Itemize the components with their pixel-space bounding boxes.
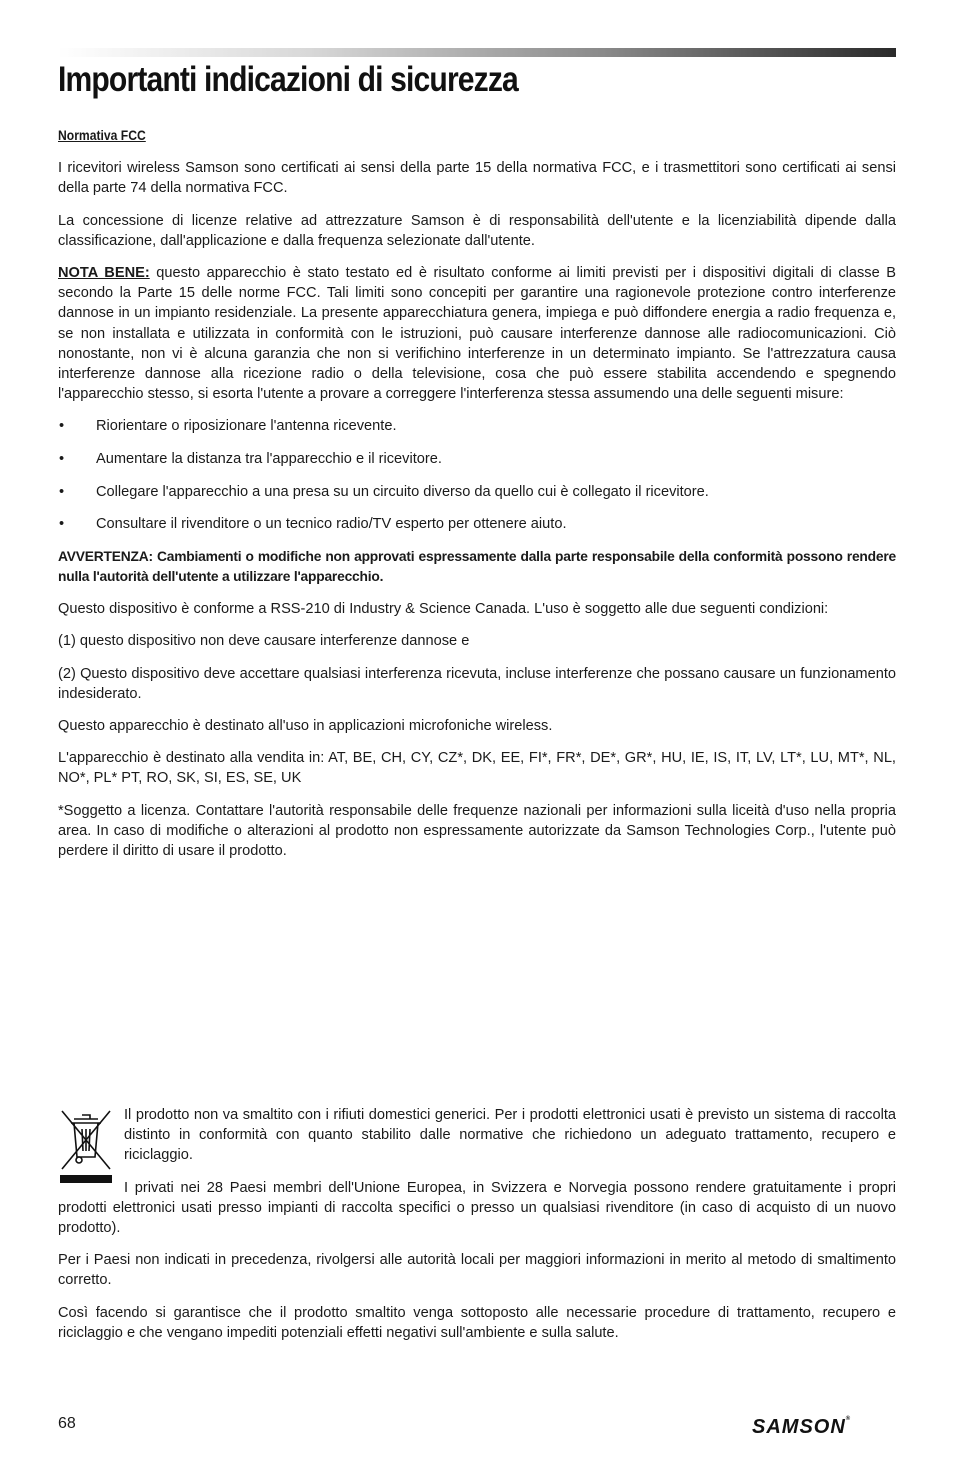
fcc-section <box>58 126 896 873</box>
measures-list <box>58 416 896 534</box>
paragraph-nota-bene <box>58 263 896 404</box>
crossed-out-wheelie-bin-icon <box>58 1107 114 1185</box>
paragraph-rss: Questo dispositivo è conforme a RSS-210 di Industry & Science Canada. L'uso è soggetto alle due seguenti condizioni: <box>58 601 829 618</box>
paragraph-licensing: La concessione di licenze relative ad attrezzature Samson è di responsabilità dell'utente e la licenziabilità dipende dalla classificazione, dall'applicazione e dalla frequenza selezionate dall'utente. <box>58 212 896 249</box>
trademark-mark: ® <box>845 1416 852 1422</box>
warning-paragraph: AVVERTENZA: Cambiamenti o modifiche non approvati espressamente dalla parte responsabile della conformità possono rendere nulla l'autorità dell'utente a utilizzare l'apparecchio. <box>58 548 896 585</box>
nota-bene-label: NOTA BENE: <box>58 265 150 282</box>
page-number: 68 <box>58 1415 76 1432</box>
paragraph-license: *Soggetto a licenza. Contattare l'autorità responsabile delle frequenze nazionali per informazioni sulla liceità d'uso nella propria area. In caso di modifiche o alterazioni al prodotto non espressamente autorizzate da Samson Technologies Corp., l'utente può perdere il diritto di usare il prodotto. <box>58 802 896 860</box>
weee-paragraph-1: Il prodotto non va smaltito con i rifiuti domestici generici. Per i prodotti elettronici usati è previsto un sistema di raccolta distinto in conformità con quanto stabilito dalle normative che richiedono un adeguato trattamento, recupero e riciclaggio. <box>124 1107 896 1164</box>
list-item: • Riorientare o riposizionare l'antenna ricevente. <box>58 416 896 436</box>
section-heading: Normativa FCC <box>58 128 146 143</box>
list-item: • Consultare il rivenditore o un tecnico radio/TV esperto per ottenere aiuto. <box>58 514 896 534</box>
paragraph-condition-1: (1) questo dispositivo non deve causare interferenze dannose e <box>58 633 470 650</box>
list-item: • Collegare l'apparecchio a una presa su un circuito diverso da quello cui è collegato il ricevitore. <box>58 482 896 502</box>
samson-logo <box>752 1416 851 1439</box>
paragraph-usage: Questo apparecchio è destinato all'uso in applicazioni microfoniche wireless. <box>58 718 553 735</box>
paragraph-countries: L'apparecchio è destinato alla vendita in: AT, BE, CH, CY, CZ*, DK, EE, FI*, FR*, DE*, GR*, HU, IE, IS, IT, LV, LT*, LU, MT*, NL, NO*, PL* PT, RO, SK, SI, ES, SE, UK <box>58 750 896 787</box>
list-item: • Aumentare la distanza tra l'apparecchio e il ricevitore. <box>58 449 896 469</box>
paragraph-condition-2: (2) Questo dispositivo deve accettare qualsiasi interferenza ricevuta, incluse interferenze che possano causare un funzionamento indesiderato. <box>58 665 896 702</box>
page-title: Importanti indicazioni di sicurezza <box>58 60 518 99</box>
nota-bene-text: questo apparecchio è stato testato ed è risultato conforme ai limiti previsti per i dispositivi digitali di classe B secondo la Parte 15 delle norme FCC. Tali limiti sono concepiti per garantire una ragionevole protezione contro interferenze dannose in un impianto residenziale. La presente apparecchiatura genera, impiega e può diffondere energia a radio frequenza e, se non installata e utilizzata in conformità con le istruzioni, può causare interferenze dannose alle radiocomunicazioni. Ciò nonostante, non vi è alcuna garanzia che non si verifichino interferenze in un determinato impianto. Se l'attrezzatura causa interferenze dannose alla ricezione radio o della televisione, cosa che può essere stabilita accendendo e spegnendo l'apparecchio stesso, si esorta l'utente a provare a correggere l'interferenza stessa assumendo una delle seguenti misure: <box>58 265 896 403</box>
logo-text: SAMSON <box>752 1416 846 1438</box>
weee-paragraph-2: I privati nei 28 Paesi membri dell'Unione Europea, in Svizzera e Norvegia possono rendere gratuitamente i propri prodotti elettronici usati presso impianti di raccolta specifici o presso un qualsiasi rivenditore (in caso di acquisto di un nuovo prodotto). <box>58 1179 896 1237</box>
weee-paragraph-4: Così facendo si garantisce che il prodotto smaltito venga sottoposto alle necessarie procedure di trattamento, recupero e riciclaggio e che vengano impediti potenziali effetti negativi sull'ambiente e sulla salute. <box>58 1304 896 1341</box>
weee-section <box>58 1105 896 1355</box>
paragraph-receivers: I ricevitori wireless Samson sono certificati ai sensi della parte 15 della normativa FCC, e i trasmettitori sono certificati ai sensi della parte 74 della normativa FCC. <box>58 160 896 197</box>
weee-paragraph-3: Per i Paesi non indicati in precedenza, rivolgersi alle autorità locali per maggiori informazioni in merito al metodo di smaltimento corretto. <box>58 1252 896 1289</box>
header-rule <box>58 48 896 57</box>
